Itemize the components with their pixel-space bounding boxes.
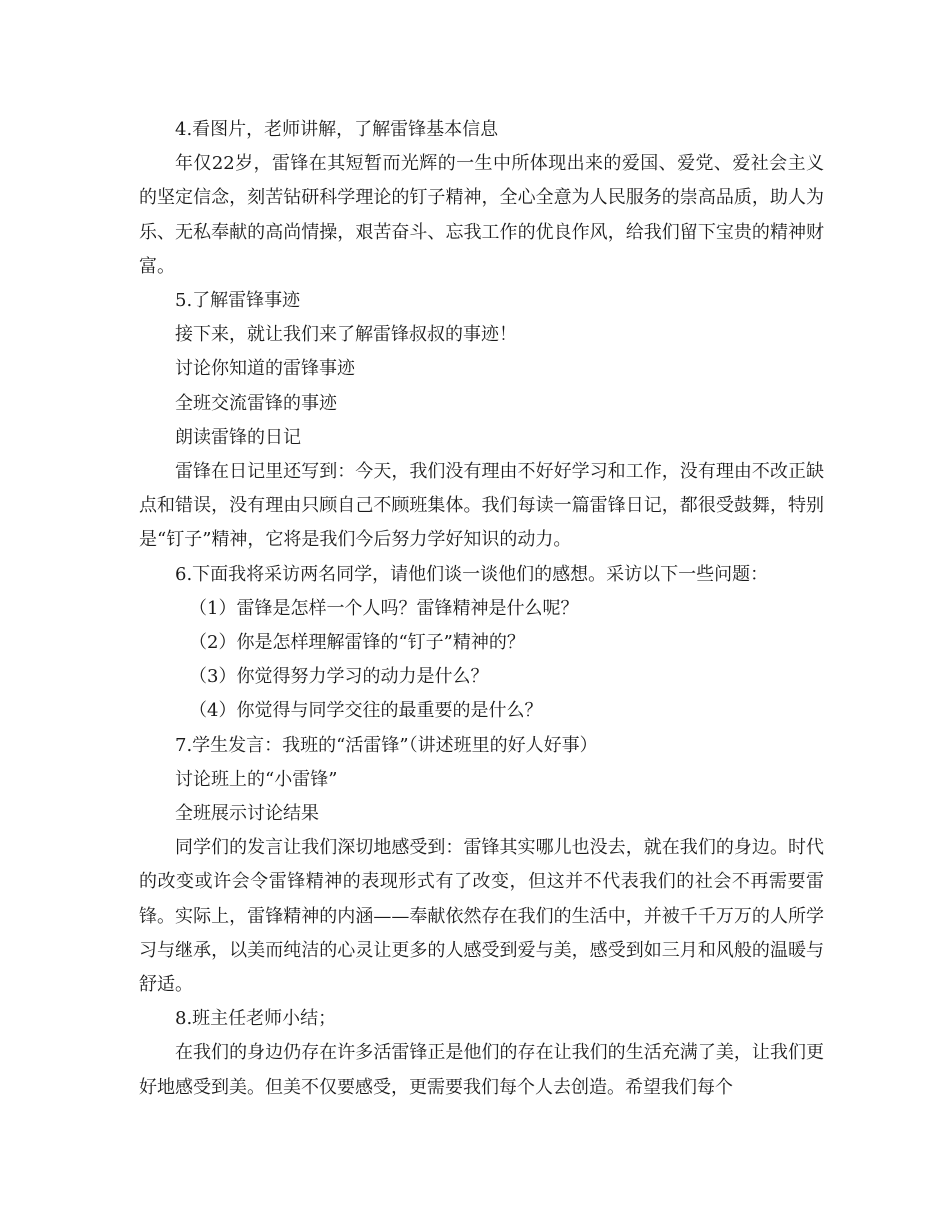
class-exchange-line: 全班交流雷锋的事迹 [175,392,337,414]
step-6-heading: 6.下面我将采访两名同学，请他们谈一谈他们的感想。采访以下一些问题： [175,563,769,585]
diary-reading-line: 朗读雷锋的日记 [175,426,301,448]
step-7-heading: 7.学生发言：我班的“活雷锋”（讲述班里的好人好事） [175,734,598,756]
question-4: （4）你觉得与同学交往的最重要的是什么？ [189,700,543,722]
document-body [139,113,824,1105]
show-results-line: 全班展示讨论结果 [175,803,319,825]
step-4-heading: 4.看图片，老师讲解，了解雷锋基本信息 [175,119,499,140]
question-3: （3）你觉得努力学习的动力是什么？ [189,666,489,688]
transition-line: 接下来，就让我们来了解雷锋叔叔的事迹！ [175,324,517,346]
question-2: （2）你是怎样理解雷锋的“钉子”精神的？ [189,632,525,654]
step-5-heading: 5.了解雷锋事迹 [175,290,301,312]
leifeng-intro-paragraph: 年仅22岁，雷锋在其短暂而光辉的一生中所体现出来的爱国、爱党、爱社会主义的坚定信念，刻苦钻研科学理论的钉子精神，全心全意为人民服务的崇高品质，助人为乐、无私奉献的高尚情操，艰苦奋斗、忘我工作的优良作风，给我们留下宝贵的精神财富。 [139,153,824,277]
diary-quote-paragraph: 雷锋在日记里还写到：今天，我们没有理由不好好学习和工作，没有理由不改正缺点和错误，没有理由只顾自己不顾班集体。我们每读一篇雷锋日记，都很受鼓舞，特别是“钉子”精神，它将是我们今后努力学好知识的动力。 [139,461,824,551]
reflection-paragraph: 同学们的发言让我们深切地感受到：雷锋其实哪儿也没去，就在我们的身边。时代的改变或许会令雷锋精神的表现形式有了改变，但这并不代表我们的社会不再需要雷锋。实际上，雷锋精神的内涵——奉献依然存在我们的生活中，并被千千万万的人所学习与继承，以美而纯洁的心灵让更多的人感受到爱与美，感受到如三月和风般的温暖与舒适。 [139,837,824,996]
discussion-line: 讨论你知道的雷锋事迹 [175,358,355,380]
discuss-little-leifeng-line: 讨论班上的“小雷锋” [175,768,338,790]
step-8-heading: 8.班主任老师小结； [175,1008,337,1030]
question-1: （1）雷锋是怎样一个人吗？雷锋精神是什么呢？ [189,597,579,619]
summary-paragraph: 在我们的身边仍存在许多活雷锋正是他们的存在让我们的生活充满了美，让我们更好地感受到美。但美不仅要感受，更需要我们每个人去创造。希望我们每个 [139,1042,824,1098]
